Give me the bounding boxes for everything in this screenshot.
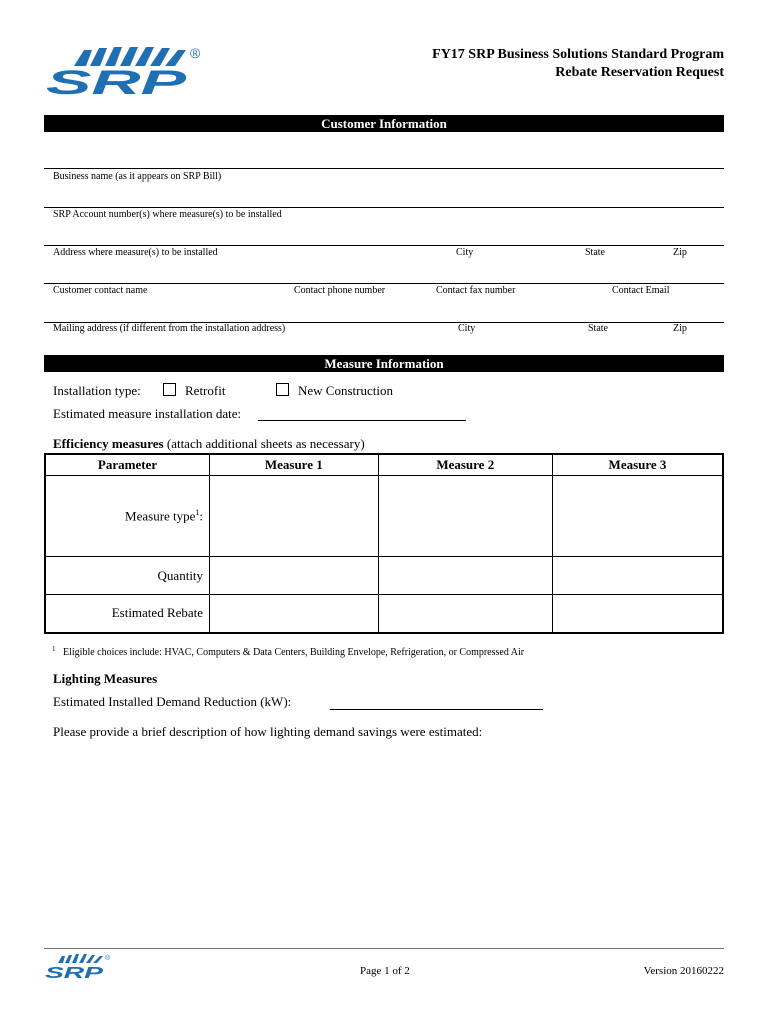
contact-name-label: Customer contact name <box>53 285 148 296</box>
row-label-quantity: Quantity <box>45 557 210 595</box>
measure-3-rebate-cell[interactable] <box>552 595 723 633</box>
customer-information-heading: Customer Information <box>44 115 724 132</box>
account-number-label: SRP Account number(s) where measure(s) to be installed <box>53 209 282 220</box>
mailing-city-label: City <box>458 323 476 334</box>
measure-1-type-cell[interactable] <box>210 476 378 557</box>
efficiency-measures-heading <box>53 436 365 452</box>
header-measure-2: Measure 2 <box>378 454 552 476</box>
row-label-estimated-rebate: Estimated Rebate <box>45 595 210 633</box>
measure-type-colon: : <box>199 508 204 524</box>
measure-3-quantity-cell[interactable] <box>552 557 723 595</box>
logo-wordmark: SRP <box>46 64 187 96</box>
state-label: State <box>585 247 605 258</box>
lighting-measures-heading: Lighting Measures <box>53 671 158 686</box>
version-label: Version 20160222 <box>643 965 724 977</box>
header-measure-1: Measure 1 <box>210 454 378 476</box>
title-line-2: Rebate Reservation Request <box>555 65 724 80</box>
measure-3-type-cell[interactable] <box>552 476 723 557</box>
mailing-state-label: State <box>588 323 608 334</box>
lighting-description-prompt: Please provide a brief description of how lighting demand savings were estimated: <box>53 724 483 739</box>
new-construction-checkbox[interactable] <box>276 383 289 396</box>
contact-fax-label: Contact fax number <box>436 285 516 296</box>
account-number-line[interactable] <box>44 207 724 208</box>
title-line-1: FY17 SRP Business Solutions Standard Program <box>432 47 724 62</box>
demand-reduction-label: Estimated Installed Demand Reduction (kW): <box>53 694 292 709</box>
retrofit-label: Retrofit <box>185 383 226 398</box>
document-title <box>432 46 724 82</box>
measure-1-quantity-cell[interactable] <box>210 557 378 595</box>
footer-divider <box>44 948 724 949</box>
efficiency-measures-bold: Efficiency measures <box>53 436 164 451</box>
contact-line[interactable] <box>44 283 724 284</box>
business-name-label: Business name (as it appears on SRP Bill) <box>53 171 222 182</box>
header-measure-3: Measure 3 <box>552 454 723 476</box>
contact-phone-label: Contact phone number <box>294 285 386 296</box>
city-label: City <box>456 247 474 258</box>
zip-label: Zip <box>673 247 687 258</box>
footer-registered-mark: ® <box>105 955 111 962</box>
page-number: Page 1 of 2 <box>360 965 410 977</box>
footnote-number: 1 <box>52 645 56 653</box>
measure-1-rebate-cell[interactable] <box>210 595 378 633</box>
row-label-measure-type <box>45 476 210 557</box>
footer-logo-wordmark: SRP <box>45 965 104 979</box>
table-row <box>45 557 723 595</box>
efficiency-measures-note: (attach additional sheets as necessary) <box>163 436 365 451</box>
measure-2-rebate-cell[interactable] <box>378 595 552 633</box>
measure-2-quantity-cell[interactable] <box>378 557 552 595</box>
address-label: Address where measure(s) to be installed <box>53 247 218 258</box>
registered-mark: ® <box>190 45 201 61</box>
table-header-row <box>45 454 723 476</box>
new-construction-label: New Construction <box>298 383 393 398</box>
retrofit-checkbox[interactable] <box>163 383 176 396</box>
srp-logo <box>44 44 214 96</box>
measure-type-text: Measure type <box>125 508 196 524</box>
business-name-line[interactable] <box>44 168 724 169</box>
demand-reduction-field[interactable] <box>330 709 543 710</box>
measure-information-heading: Measure Information <box>44 355 724 372</box>
mailing-zip-label: Zip <box>673 323 687 334</box>
installation-type-label: Installation type: <box>53 383 141 398</box>
mailing-address-label: Mailing address (if different from the installation address) <box>53 323 286 334</box>
table-row <box>45 476 723 557</box>
install-date-field[interactable] <box>258 420 466 421</box>
measure-2-type-cell[interactable] <box>378 476 552 557</box>
efficiency-measures-table <box>44 453 724 634</box>
install-date-label: Estimated measure installation date: <box>53 406 242 421</box>
footer-srp-logo <box>44 953 114 979</box>
table-row <box>45 595 723 633</box>
contact-email-label: Contact Email <box>612 285 670 296</box>
header-parameter: Parameter <box>45 454 210 476</box>
address-line[interactable] <box>44 245 724 246</box>
footnote-marker: 1 <box>195 507 200 517</box>
footnote-text: Eligible choices include: HVAC, Computers & Data Centers, Building Envelope, Refrigeration, or Compressed Air <box>63 647 525 658</box>
